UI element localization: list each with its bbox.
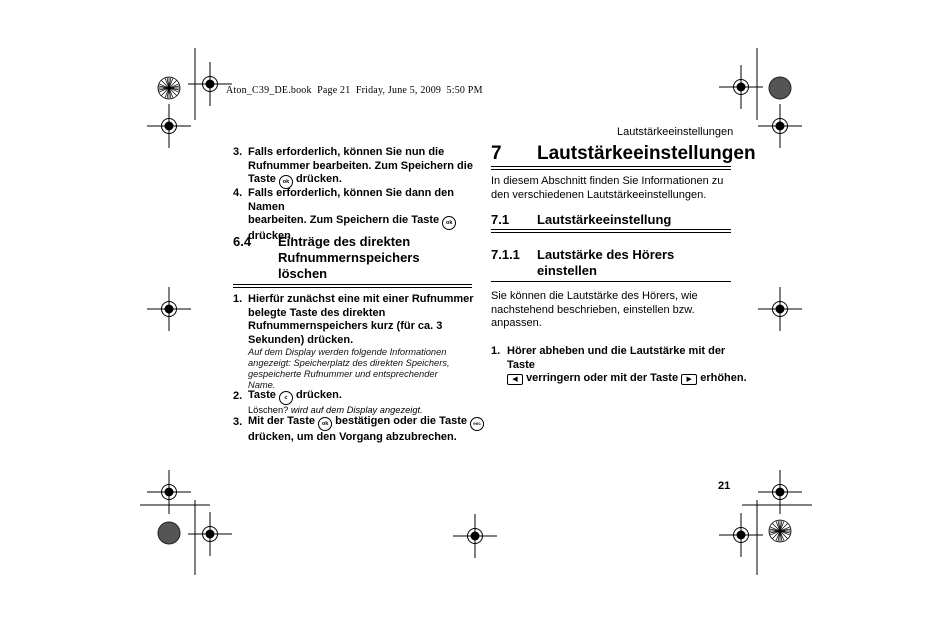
step2-text-b: drücken. <box>296 389 342 401</box>
step2-note-display-text: Löschen? <box>248 405 289 415</box>
step2-text <box>248 389 488 405</box>
right-step1-line1: Hörer abheben und die Lautstärke mit der Taste <box>507 345 726 371</box>
section-7-1-1-title-line2: einstellen <box>537 263 597 278</box>
section-6-4-title-line1: Einträge des direkten <box>278 234 411 249</box>
chapter-intro-line2: den verschiedenen Lautstärkeeinstellungen. <box>491 189 707 201</box>
ok-key-icon: ok <box>318 417 332 431</box>
step2-text-a: Taste <box>248 389 276 401</box>
wheel-bottom-right-icon <box>769 520 791 542</box>
reg-mark-mid-right-icon <box>758 287 802 331</box>
step3-line1-a: Mit der Taste <box>248 415 316 427</box>
section-7-1-rule-bottom <box>491 232 731 233</box>
step2-note <box>248 405 423 415</box>
section-6-4-title-line3: löschen <box>278 266 328 281</box>
reg-mark-top-right-icon <box>719 65 763 109</box>
step2-note-rest: wird auf dem Display angezeigt. <box>288 405 423 415</box>
step3-number: 3. <box>233 416 243 428</box>
c-key-icon: c <box>279 391 293 405</box>
item4-line3: drücken. <box>248 230 294 242</box>
left-arrow-key-icon: ◀ <box>507 374 523 385</box>
item4-line2 <box>248 214 488 230</box>
reg-mark-mid-left-icon <box>147 287 191 331</box>
step1-text <box>248 293 488 347</box>
step3-line2: drücken, um den Vorgang abzubrechen. <box>248 431 457 443</box>
section-7-1-1-number: 7.1.1 <box>491 247 520 262</box>
section-7-1-number: 7.1 <box>491 212 510 227</box>
ok-key-icon: ok <box>442 216 456 230</box>
item3-number: 3. <box>233 146 243 158</box>
right-step1-line2-b: erhöhen. <box>700 372 747 384</box>
right-arrow-key-icon: ▶ <box>681 374 697 385</box>
reg-mark-left-bottom-icon <box>147 470 191 514</box>
step1-line3: Rufnummernspeichers kurz (für ca. 3 <box>248 320 443 332</box>
reg-mark-bottom-center-icon <box>453 514 497 558</box>
chapter-number: 7 <box>491 143 502 164</box>
body-line2: nachstehend beschrieben, einstellen bzw. <box>491 303 695 316</box>
right-step1-line2-a: verringern oder mit der Taste <box>526 372 679 384</box>
item4-number: 4. <box>233 187 243 199</box>
section-6-4-title <box>278 234 420 282</box>
step1-note-line4: Name. <box>248 380 276 390</box>
step1-line1: Hierfür zunächst eine mit einer Rufnummer <box>248 293 474 305</box>
section-6-4-number: 6.4 <box>233 234 252 249</box>
running-head: Lautstärkeeinstellungen <box>617 126 734 138</box>
disc-bottom-left-icon <box>158 522 180 544</box>
reg-mark-bottom-right-icon <box>719 513 763 557</box>
step1-number: 1. <box>233 293 243 305</box>
item3-line3-b: drücken. <box>296 173 342 185</box>
disc-top-right-icon <box>769 77 791 99</box>
step1-note <box>248 347 488 391</box>
step1-note-line1: Auf dem Display werden folgende Informationen <box>248 347 447 357</box>
chapter-rule-top <box>491 166 731 167</box>
step2-number: 2. <box>233 390 243 402</box>
item4-line2-a: bearbeiten. Zum Speichern die Taste <box>248 214 440 226</box>
item4-line1: Falls erforderlich, können Sie dann den Namen <box>248 187 454 213</box>
body-line3: anpassen. <box>491 317 542 329</box>
item3-line1: Falls erforderlich, können Sie nun die <box>248 146 445 158</box>
esc-key-icon: esc <box>470 417 484 431</box>
chapter-rule-bottom <box>491 169 731 170</box>
section-7-1-1-rule <box>491 281 731 282</box>
section-7-1-rule-top <box>491 229 731 230</box>
section-6-4-title-line2: Rufnummernspeichers <box>278 250 420 265</box>
step1-line2: belegte Taste des direkten <box>248 306 386 319</box>
ok-key-icon: ok <box>279 175 293 189</box>
reg-mark-left-top-icon <box>147 104 191 148</box>
chapter-intro <box>491 174 741 202</box>
item3-line2: Rufnummer bearbeiten. Zum Speichern die <box>248 159 473 172</box>
section-6-4-rule-bottom <box>233 287 472 288</box>
right-step1-number: 1. <box>491 345 501 357</box>
step1-line4: Sekunden) drücken. <box>248 333 354 346</box>
section-7-1-1-body <box>491 290 741 331</box>
file-header: Aton_C39_DE.book Page 21 Friday, June 5, 2009 5:50 PM <box>226 85 483 96</box>
body-line1: Sie können die Lautstärke des Hörers, wie <box>491 290 698 302</box>
item3-text <box>248 146 488 189</box>
section-7-1-title: Lautstärkeeinstellung <box>537 212 672 227</box>
reg-mark-right-bottom-icon <box>758 470 802 514</box>
wheel-top-left-icon <box>158 77 180 99</box>
step3-line1-b: bestätigen oder die Taste <box>335 415 467 427</box>
item3-line3-a: Taste <box>248 173 276 185</box>
chapter-intro-line1: In diesem Abschnitt finden Sie Informationen zu <box>491 175 724 187</box>
section-7-1-1-title-line1: Lautstärke des Hörers <box>537 247 675 262</box>
step3-line1 <box>248 415 488 431</box>
step1-note-line3: gespeicherte Rufnummer und entsprechender <box>248 369 438 379</box>
section-6-4-rule-top <box>233 284 472 285</box>
page-number: 21 <box>718 480 731 492</box>
section-7-1-1-title <box>537 247 674 279</box>
step1-note-line2: angezeigt: Speicherplatz des direkten Speichers, <box>248 358 450 368</box>
right-step1-text <box>507 345 747 386</box>
step3-text <box>248 415 488 445</box>
right-step1-line2 <box>507 372 747 386</box>
chapter-title: Lautstärkeeinstellungen <box>537 143 756 164</box>
reg-mark-right-top-icon <box>758 104 802 148</box>
